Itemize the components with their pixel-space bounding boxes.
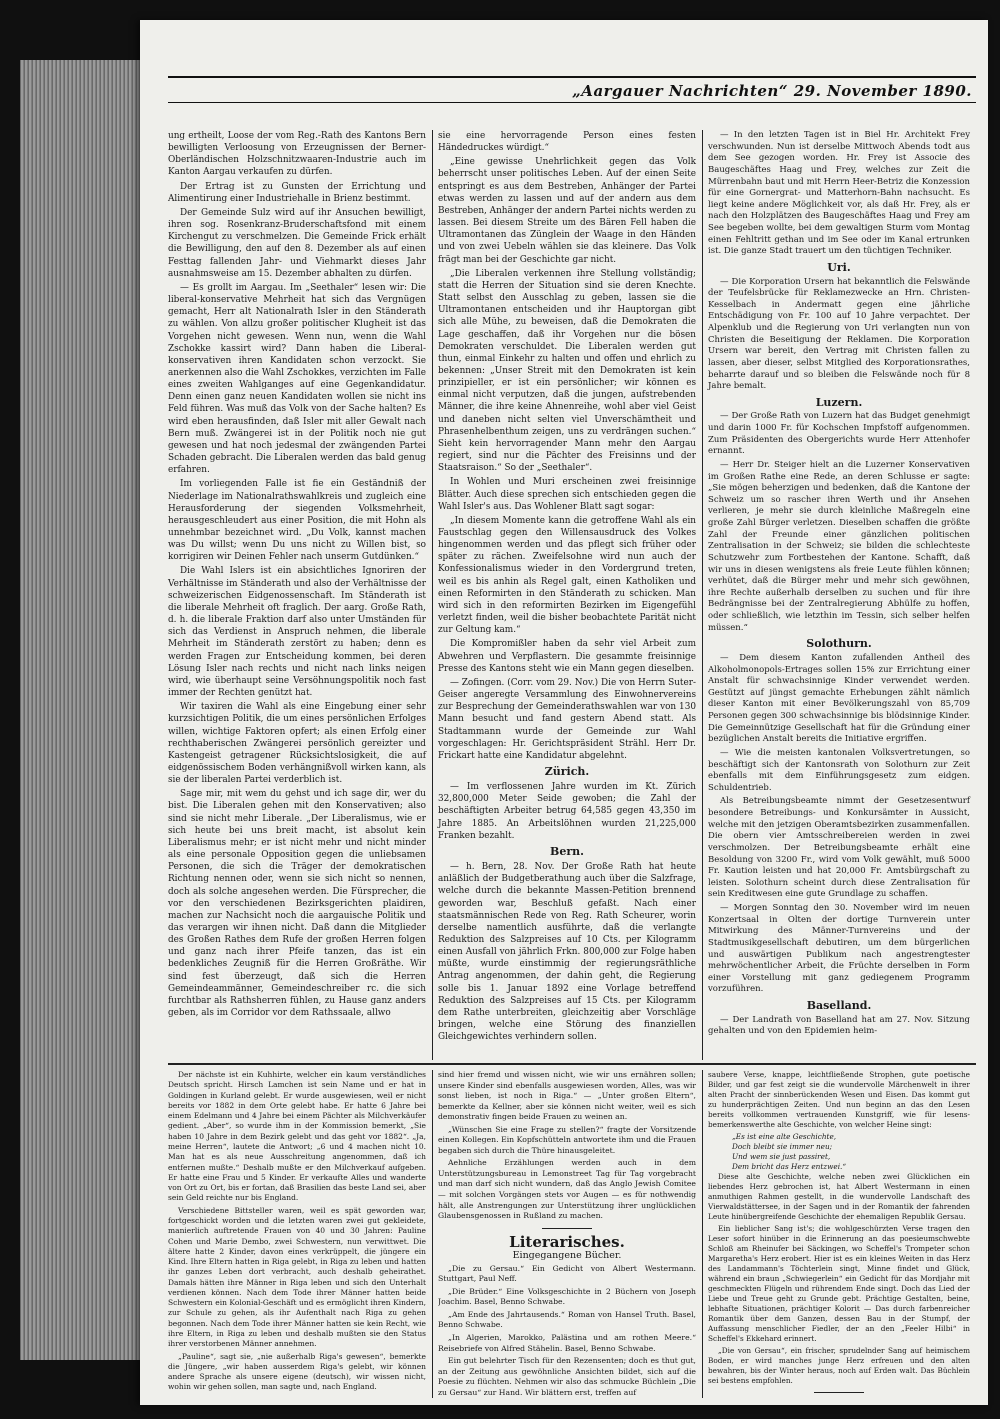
book-entry: „Die zu Gersau.“ Ein Gedicht von Albert Westermann. Stuttgart, Paul Neff. bbox=[438, 1263, 696, 1284]
article-text: sie eine hervorragende Person eines festen Händedruckes würdigt.“ bbox=[438, 131, 696, 154]
article-text: — Es grollt im Aargau. Im „Seethaler“ lesen wir: Die liberal-konservative Mehrheit hat sich das Vergnügen gemacht, Herr alt Nationalrath Isler in den Ständerath zu wählen. Von allzu großer politischer Klugheit ist das Vorgehen nicht gewesen. Wenn nun, wenn die Wahl Zschokke kassirt wird? Dann haben die Liberal-konservativen ihren Kandidaten schon verzockt. Sie anerkennen also die Wahl Zschokkes, verzichten im Falle eines zweiten Wahlganges auf eine Gegenkandidatur. Denn einen ganz neuen Kandidaten wollen sie nicht ins Feld führen. Was muß das Volk von der Sache halten? Es wird eben herausfinden, daß Isler mit aller Gewalt nach Bern muß. Zwängerei ist in der Politik noch nie gut gewesen und hat noch jedesmal der zwängenden Partei Schaden gebracht. Die Liberalen werden das bald genug erfahren. bbox=[168, 282, 426, 476]
section-heading-solothurn: Solothurn. bbox=[806, 637, 872, 651]
book-page-stack bbox=[20, 60, 140, 1360]
article-text: Im vorliegenden Falle ist fie ein Geständniß der Niederlage im Nationalrathswahlkreis und zugleich eine Herausforderung der siegenden Volksmehrheit, herausgeschleudert aus einer Position, die mit Hohn als unnehmbar bezeichnet wird. „Du Volk, kannst machen was Du willst; wenn Du uns nicht zu Willen bist, so korrigiren wir Deinen Fehler nach unserm Gutdünken.“ bbox=[168, 479, 426, 563]
feuilleton-text: Der nächste ist ein Kuhhirte, welcher ein kaum verständliches Deutsch spricht. Hirsch Lamchen ist sein Name und er hat in Goldingen in Kurland gelebt. Er wurde ausgewiesen, weil er nicht bereits vor 1882 in dem Orte gelebt habe. Er hatte 6 Jahre bei einem Edelmann und 4 Jahre bei einem Pächter als Milchverkäufer gedient. „Aber“, so wurde ihm in der Kommission bemerkt, „Sie haben 10 Jahre in dem Bezirk gelebt und das geht vor 1882“. „Ja, meine Herren“, lautete die Antwort; „6 und 4 machen nicht 10. Man hat es als neue Ausschreitung angenommen, daß ich entfernen mußte.“ Deshalb mußte er den Milchverkauf aufgeben. Er hatte eine Frau und 5 Kinder. Er verkaufte Alles und wanderte von Ort zu Ort, bis er fortan, daß Brasilien das beste Land sei, aber sein Geld reichte nur bis England. bbox=[168, 1070, 426, 1203]
separator bbox=[542, 1228, 592, 1229]
newspaper-page bbox=[140, 20, 988, 1405]
masthead-rule-bottom bbox=[168, 102, 976, 103]
feuilleton-column-1 bbox=[168, 1070, 426, 1400]
column-divider bbox=[432, 130, 433, 1060]
article-text: — Morgen Sonntag den 30. November wird im neuen Konzertsaal in Olten der dortige Turnverein unter Mitwirkung des Männer-Turnvereins und der Stadtmusikgesellschaft debutiren, um dem bürgerlichen und auswärtigen Publikum nach angestrengtester mehrwöchentlicher Arbeit, die Früchte derselben in Form einer Vorstellung mit ganz gediegenem Programm vorzuführen. bbox=[708, 903, 970, 995]
article-text: — Der Landrath von Baselland hat am 27. Nov. Sitzung gehalten und von den Epidemien heim- bbox=[708, 1014, 970, 1037]
article-text: — Wie die meisten kantonalen Volksvertretungen, so beschäftigt sich der Kantonsrath von Solothurn zur Zeit ebenfalls mit dem Einführungsgesetz zum eidgen. Schuldentrieb. bbox=[708, 747, 970, 793]
article-text: Wir taxiren die Wahl als eine Eingebung einer sehr kurzsichtigen Politik, die um eines persönlichen Erfolges willen, wichtige Faktoren opfert; als einen Erfolg einer rechthaberischen Zwängerei persönlich gereizter und Kastengeist getragener Rücksichtslosigkeit, die auf eidgenössischem Boden verhängnißvoll wirken kann, als sie der liberalen Partei verderblich ist. bbox=[168, 702, 426, 786]
feuilleton-rule bbox=[168, 1063, 976, 1065]
article-text: — Dem diesem Kanton zufallenden Antheil des Alkoholmonopols-Ertrages sollen 15% zur Errichtung einer Anstalt für schwachsinnige Kinder verwendet werden. Gestützt auf jüngst gemachte Erhebungen zählt nämlich dieser Kanton mit einer Bevölkerungszahl von 85,709 Personen gegen 300 schwachsinnige bis blödsinnige Kinder. Die Gemeinnützige Gesellschaft hat für die Gründung einer bezüglichen Anstalt bereits die Initiative ergriffen. bbox=[708, 652, 970, 745]
feuilleton-text: „Wünschen Sie eine Frage zu stellen?“ fragte der Vorsitzende einen Kollegen. Ein Kopfschütteln antwortete ihm und die Frauen begaben sich durch die Thüre hinausgeleitet. bbox=[438, 1124, 696, 1155]
feuilleton-column-3 bbox=[708, 1070, 970, 1400]
feuilleton-text: Aehnliche Erzählungen werden auch in dem Unterstützungsbureau in Lemonstreet Tag für Tag vorgebracht und man darf sich nicht wundern, daß das Anglo Jewish Comitee — mit solchen Vorgängen stets vor Augen — es für nothwendig hält, alle Anstrengungen zur Unterstützung ihrer unglücklichen Glaubensgenossen in Rußland zu machen. bbox=[438, 1158, 696, 1221]
feuilleton-text: saubere Verse, knappe, leichtfließende Strophen, gute poetische Bilder, und gar fest zeigt sie die wundervolle Märchenwelt in ihrer alten Pracht der sinnberückenden Wesen und Eisen. Das kommt gut zu hunderprächtigen Zeiten. Und nun beginn an das den Lesen bereits vollkommen vertrauenden Kunstgriff, wie für lesens- bemerkenswerthe alte Geschichte, von welcher Heine singt: bbox=[708, 1070, 970, 1130]
article-text: — h. Bern, 28. Nov. Der Große Rath hat heute anläßlich der Budgetberathung auch über die Salzfrage, welche durch die bekannte Massen-Petition brennend geworden war, Beschluß gefaßt. Nach einer staatsmännischen Rede von Reg. Rath Scheurer, worin derselbe namentlich ausführte, daß die verlangte Reduktion des Salzpreises auf 10 Cts. per Kilogramm einen Ausfall von jährlich Frkn. 800,000 zur Folge haben müßte, wurde einstimmig der regierungsräthliche Antrag angenommen, der dahin geht, die Regierung solle bis 1. Januar 1892 eine Vorlage betreffend Reduktion des Salzpreises auf 15 Cts. per Kilogramm dem Rathe unterbreiten, gleichzeitig aber Vorschläge bringen, welche eine Störung des finanziellen Gleichgewichtes verhindern sollen. bbox=[438, 862, 696, 1043]
masthead-paper-name: „Aargauer Nachrichten“ bbox=[572, 82, 788, 100]
article-text: „Die Liberalen verkennen ihre Stellung vollständig; statt die Herren der Situation sind sie deren Knechte. Statt selbst den Ausschlag zu geben, lassen sie die Ultramontanen entscheiden und ihr Hauptorgan gibt sich alle Mühe, zu beweisen, daß die Demokraten die Lage geschaffen, daß ihr Vorgehen nur die bösen Demokraten verschuldet. Die Liberalen werden gut thun, einmal Einkehr zu halten und offen und ehrlich zu bekennen: „Unser Streit mit den Demokraten ist kein prinzipieller, er ist ein persönlicher; wir können es einmal nicht verputzen, daß die jungen, aufstrebenden Männer, die ihre keine Ahnenreihe, wohl aber viel Geist und daneben nicht selten viel Unverschämtheit und Phrasenhelbenthum zeigen, uns zu verdrängen suchen.“ Sieht kein hervorragender Mann mehr den Aargau regiert, sind nur die Pächter des Freisinns und der Staatsraison.“ So der „Seethaler“. bbox=[438, 268, 696, 474]
separator bbox=[814, 1392, 864, 1393]
article-text: — Der Große Rath von Luzern hat das Budget genehmigt und darin 1000 Fr. für Kochschen Impfstoff aufgenommen. Zum Präsidenten des Obergerichts wurde Herr Attenhofer ernannt. bbox=[708, 411, 970, 457]
article-text: „Eine gewisse Unehrlichkeit gegen das Volk beherrscht unser politisches Leben. Auf der einen Seite entspringt es aus dem Bestreben, Anhänger der Partei etwas werden zu lassen und auf der andern aus dem Bestreben, Anhänger der andern Partei nichts werden zu lassen. Bei diesem Streite um des Bären Fell haben die Ultramontanen das Zünglein der Waage in den Händen und von zwei Uebeln wählen sie das kleinere. Das Volk frägt man bei der Geschichte gar nicht. bbox=[438, 157, 696, 265]
article-text: — Die Korporation Ursern hat bekanntlich die Felswände der Teufelsbrücke für Reklamezwecke an Hrn. Christen-Kesselbach in Andermatt gegen eine jährliche Entschädigung von Fr. 100 auf 10 Jahre verpachtet. Der Alpenklub und die Regierung von Uri verlangten nun von Christen die Beseitigung der Reklamen. Die Korporation Ursern war bereit, den Vertrag mit Christen fallen zu lassen, aber dieser, selbst Mitglied des Korporationsrathes, beharrte darauf und so bleiben die Felswände noch für 8 Jahre bemalt. bbox=[708, 276, 970, 392]
section-heading-luzern: Luzern. bbox=[815, 395, 863, 409]
article-text: „In diesem Momente kann die getroffene Wahl als ein Faustschlag gegen den Willensausdruck des Volkes hingenommen werden und das pflegt sich früher oder später zu rächen. Zweifelsohne wird nun auch der Konfessionalismus wieder in den Vordergrund treten, weil es bis anhin als Regel galt, einen Katholiken und einen Reformirten in den Ständerath zu schicken. Man wird sich in den reformirten Bezirken im Eigengefühl verletzt finden, weil die bisher beobachtete Parität nicht zur Geltung kam.“ bbox=[438, 515, 696, 636]
article-text: Sage mir, mit wem du gehst und ich sage dir, wer du bist. Die Liberalen gehen mit den Konservativen; also sind sie nicht mehr Liberale. „Der Liberalismus, wie er sich heute bei uns breit macht, ist absolut kein Liberalismus mehr; er ist nicht mehr und nicht minder als eine personale Opposition gegen die unliebsamen Personen, die sich die Träger der demokratischen Richtung nennen oder, wenn sie sich nicht so nennen, doch als solche angesehen werden. Die Fürsprecher, die vor den verschiedenen Bezirksgerichten plaidiren, machen zur Nachsicht noch die aargauische Politik und das verargen wir ihnen nicht. Daß dann die Mitglieder des Großen Rathes dem Rufe der großen Herren folgen und ganz nach ihrer Pfeife tanzen, das ist ein bedenkliches Zeugniß für die Herren Großräthe. Wir sind fest überzeugt, daß sich die Herren Gemeindeammänner, Gemeindeschreiber rc. die sich furchtbar als Rathsherren fühlen, zu Hause ganz anders geben, als im Corridor vor dem Rathssaale, allwo bbox=[168, 789, 426, 1019]
verse-line: Doch bleibt sie immer neu; bbox=[732, 1142, 833, 1152]
section-heading-baselland: Baselland. bbox=[806, 999, 872, 1012]
verse-line: „Es ist eine alte Geschichte, bbox=[732, 1132, 837, 1142]
masthead-rule-top bbox=[168, 76, 976, 78]
verse-line: Und wem sie just passiret, bbox=[732, 1152, 831, 1162]
article-text: Als Betreibungsbeamte nimmt der Gesetzesentwurf besondere Betreibungs- und Konkursämter in Aussicht, welche mit den jetzigen Oberamtsbezirken zusammenfallen. Die obern vier Amtsschreibereien werden in zwei verschmolzen. Der Betreibungsbeamte erhält eine Besoldung von 3200 Fr., wird vom Volk gewählt, muß 5000 Fr. Kaution leisten und hat 20,000 Fr. Amtsbürgschaft zu leisten. Solothurn scheint durch diese Zentralisation für sein Kreditwesen eine gute Grundlage zu schaffen. bbox=[708, 796, 970, 900]
section-heading-uri: Uri. bbox=[827, 260, 851, 274]
column-3 bbox=[708, 130, 970, 1040]
masthead-date: 29. November 1890. bbox=[793, 82, 972, 100]
article-text: In Wohlen und Muri erscheinen zwei freisinnige Blätter. Auch diese sprechen sich entschieden gegen die Wahl Isler's aus. Das Wohlener Blatt sagt sogar: bbox=[438, 477, 696, 512]
feuilleton-text: Ein gut belehrter Tisch für den Rezensenten; doch es thut gut, an der Zeitung aus gewöhnliche Ansichten bildet, sich auf die Poesie zu flüchten. Nehmen wir also das schmucke Büchlein „Die zu Gersau“ zur Hand. Wir blättern erst, treffen auf bbox=[438, 1356, 696, 1397]
column-divider bbox=[702, 1070, 703, 1398]
article-text: — Herr Dr. Steiger hielt an die Luzerner Konservativen im Großen Rathe eine Rede, an deren Schlusse er sagte: „Sie mögen beherzigen und bedenken, daß die Kantone der Schweiz um so rascher ihren Werth und ihr Ansehen verlieren, je mehr sie durch kleinliche Maßregeln eine große Zahl Bürger verletzen. Dieselben schaffen die größte Zahl der Freunde einer gänzlichen politischen Zentralisation in der Schweiz; sie bilden die schlechteste Schutzwehr zum Fortbestehen der Kantone. Schafft, daß wir uns in diesen wenigstens als freie Leute fühlen können; verhütet, daß die Bürger mehr und mehr sich gewöhnen, ihre Rechte außerhalb derselben zu suchen und für ihre Bedrängnisse bei der Zentralregierung Abhülfe zu hoffen, oder schließlich, wie letzthin im Tessin, sich selber helfen müssen.“ bbox=[708, 459, 970, 633]
subheading: Eingegangene Bücher. bbox=[512, 1250, 622, 1262]
article-text: — Im verflossenen Jahre wurden im Kt. Zürich 32,800,000 Meter Seide gewoben; die Zahl der beschäftigten Arbeiter betrug 64,585 gegen 43,350 im Jahre 1885. An Arbeitslöhnen wurden 21,225,000 Franken bezahlt. bbox=[438, 782, 696, 841]
masthead bbox=[140, 82, 972, 100]
book-entry: „Am Ende des Jahrtausends.“ Roman von Hansel Truth. Basel, Benno Schwabe. bbox=[438, 1309, 696, 1330]
article-text: ung ertheilt, Loose der vom Reg.-Rath des Kantons Bern bewilligten Verloosung von Erzeugnissen der Berner-Oberländischen Holzschnitzwaaren-Industrie auch im Kanton Aargau verkaufen zu dürfen. bbox=[168, 131, 426, 178]
section-heading-bern: Bern. bbox=[550, 844, 584, 858]
article-text: Die Kompromißler haben da sehr viel Arbeit zum Abwehren und Verpflastern. Die gesammte freisinnige Presse des Kantons steht wie ein Mann gegen dieselben. bbox=[438, 639, 696, 674]
section-heading-zuerich: Zürich. bbox=[544, 764, 590, 778]
feuilleton-text: Ein lieblicher Sang ist's; die wohlgeschürzten Verse tragen den Leser sofort hinüber in die Erinnerung an das poesieumschwebte Schloß am Rheinufer bei Säckingen, wo Scheffel's Trompeter schon Margaretha's Herz erobert. Hier ist es ein kleines Weiten in das Herz des Landammann's Töchterlein singt, Minne findet und Glück, während ein braun „Schwiegerlein“ ein Gedicht für das Mordjahr mit geschmeckten Flügeln und rührendem Ende singt. Doch das Lied der Liebe und Treue geht zu Grunde gebt. Prächtige Gestalten, beine, lebhafte Situationen, prächtiger Kolorit — Das durch farbenreicher Romantik über dem Ganzen, dessen Bau in der Stumpf, der Auffassung menschlicher Fiedler, der an den „Feeler Hilbi“ in Scheffel's Ekkehard erinnert. bbox=[708, 1224, 970, 1344]
feuilleton-text: „Pauline“, sagt sie, „nie außerhalb Riga's gewesen“, bemerkte die Jüngere, „wir haben ausserdem Riga's gelebt, wir können andere Sprache als unsere eigene (deutsch), wir wissen nicht, wohin wir gehen sollen, man sagte und, nach England. bbox=[168, 1351, 426, 1392]
feuilleton-text: „Die von Gersau“, ein frischer, sprudelnder Sang auf heimischem Boden, er wird manches junge Herz erfreuen und den alten bewahren, bis der Winter heraus, noch auf Erden walt. Das Büchlein sei bestens empfohlen. bbox=[708, 1346, 970, 1386]
article-text: — In den letzten Tagen ist in Biel Hr. Architekt Frey verschwunden. Nun ist derselbe Mittwoch Abends todt aus dem See gezogen worden. Hr. Frey ist Associe des Baugeschäftes Haag und Frey, welches zur Zeit die Mürrenbahn baut und mit Herrn Heer-Betriz die Konzession für eine Gornergrat- und Matterhorn-Bahn nachsucht. Es liegt keine andere Möglichkeit vor, als daß Hr. Frey, als er nach den Holzplätzen des Baugeschäftes Haag und Frey am See begeben wollte, bei dem gewaltigen Sturm vom Montag einen Fehltritt gethan und im See oder im Kanal ertrunken ist. Die ganze Stadt trauert um den tüchtigen Techniker. bbox=[708, 130, 970, 257]
article-text: Der Gemeinde Sulz wird auf ihr Ansuchen bewilligt, ihren sog. Rosenkranz-Bruderschaftsfond mit einem Kirchengut zu verschmelzen. Die Gemeinde Frick erhält die Bewilligung, den auf den 8. Dezember als auf einen Festtag fallenden Jahr- und Viehmarkt dieses Jahr ausnahmsweise am 15. Dezember abhalten zu dürfen. bbox=[168, 207, 426, 279]
article-text: — Zofingen. (Corr. vom 29. Nov.) Die von Herrn Suter-Geiser angeregte Versammlung des Einwohnervereins zur Besprechung der Gemeinderathswahlen war von 130 Mann besucht und fand gestern Abend statt. Als Stadtammann wurde der Gemeinde zur Wahl vorgeschlagen: Hr. Gerichtspräsident Strähl. Herr Dr. Frickart hatte eine Kandidatur abgelehnt. bbox=[438, 677, 696, 761]
feuilleton-column-2 bbox=[438, 1070, 696, 1400]
column-1 bbox=[168, 130, 426, 1021]
book-entry: „In Algerien, Marokko, Palästina und am rothen Meere.“ Reisebriefe von Alfred Stähelin. Basel, Benno Schwabe. bbox=[438, 1333, 696, 1353]
column-divider bbox=[432, 1070, 433, 1398]
book-entry: „Die Brüder.“ Eine Volksgeschichte in 2 Büchern von Joseph Joachim. Basel, Benno Schwabe. bbox=[438, 1286, 696, 1307]
column-2 bbox=[438, 130, 696, 1045]
feuilleton-text: Verschiedene Bittsteller waren, weil es spät geworden war, fortgeschickt worden und die letzten waren zwei gut gekleidete, manierlich auftretende Frauen von 40 und 30 Jahren: Pauline Cohen und Marie Dembo, zwei Schwestern, nun verwittwet. Die ältere hatte 2 Kinder, davon eines verkrüppelt, die jüngere ein Kind. Ihre Eltern hatten in Riga gelebt, in Riga zu leben und hatten ihr ganzes Leben dort verbracht, auch deshalb geheirathet. Damals hätten ihre Männer in Riga leben und sich den Unterhalt verdienen können. Nach dem Tode ihrer Männer hatten beide Schwestern ein Kolonial-Geschäft und es ermöglicht ihren Kindern, zur Schule zu gehen, als ihr Aufenthalt nach Riga zu gehen begonnen. Nach dem Tode ihrer Männer hatten sie kein Recht, wie ihre Eltern, in Riga zu leben und deshalb mußten sie den Status ihrer verstorbenen Männer annehmen. bbox=[168, 1205, 426, 1349]
feuilleton-text: Diese alte Geschichte, welche neben zwei Glücklichen ein liebendes Herz gebrochen ist, hat Albert Westermann in einen anmuthigen Rahmen gestellt, in die wundervolle Landschaft des Vierwaldstättersee, in der Sagen und in der Romantik der fahrenden Leute hinübergreifende Geschichte der ehemaligen Republik Gersau. bbox=[708, 1172, 970, 1222]
column-divider bbox=[702, 130, 703, 1060]
article-text: Die Wahl Islers ist ein absichtliches Ignoriren der Verhältnisse im Ständerath und also der Verhältnisse der schweizerischen Eidgenossenschaft. Im Ständerath ist die liberale Mehrheit oft fraglich. Der aarg. Große Rath, d. h. die liberale Fraktion darf also unter Umständen für sich das Verdienst in Anspruch nehmen, die liberale Mehrheit im Ständerath zerstört zu haben; denn es werden Fragen zur Entscheidung kommen, bei deren Lösung Isler nach rechts und nicht nach links neigen wird, wie überhaupt seine Versöhnungspolitik noch fast immer der Rechten genützt hat. bbox=[168, 566, 426, 699]
article-text: Der Ertrag ist zu Gunsten der Errichtung und Alimentirung einer Industriehalle in Brienz bestimmt. bbox=[168, 181, 426, 204]
feuilleton-text: sind hier fremd und wissen nicht, wie wir uns ernähren sollen; unsere Kinder sind ebenfalls ausgewiesen worden, Alles, was wir sonst lieben, ist noch in Riga.“ — „Unter großen Eltern“, bemerkte da Kellner, aber sie können nicht weiter, weil es sich demonstrativ fingen beide Frauen zu weinen an. bbox=[438, 1070, 696, 1122]
section-heading-literarisches: Literarisches. bbox=[509, 1232, 625, 1251]
verse-line: Dem bricht das Herz entzwei.“ bbox=[732, 1162, 847, 1172]
